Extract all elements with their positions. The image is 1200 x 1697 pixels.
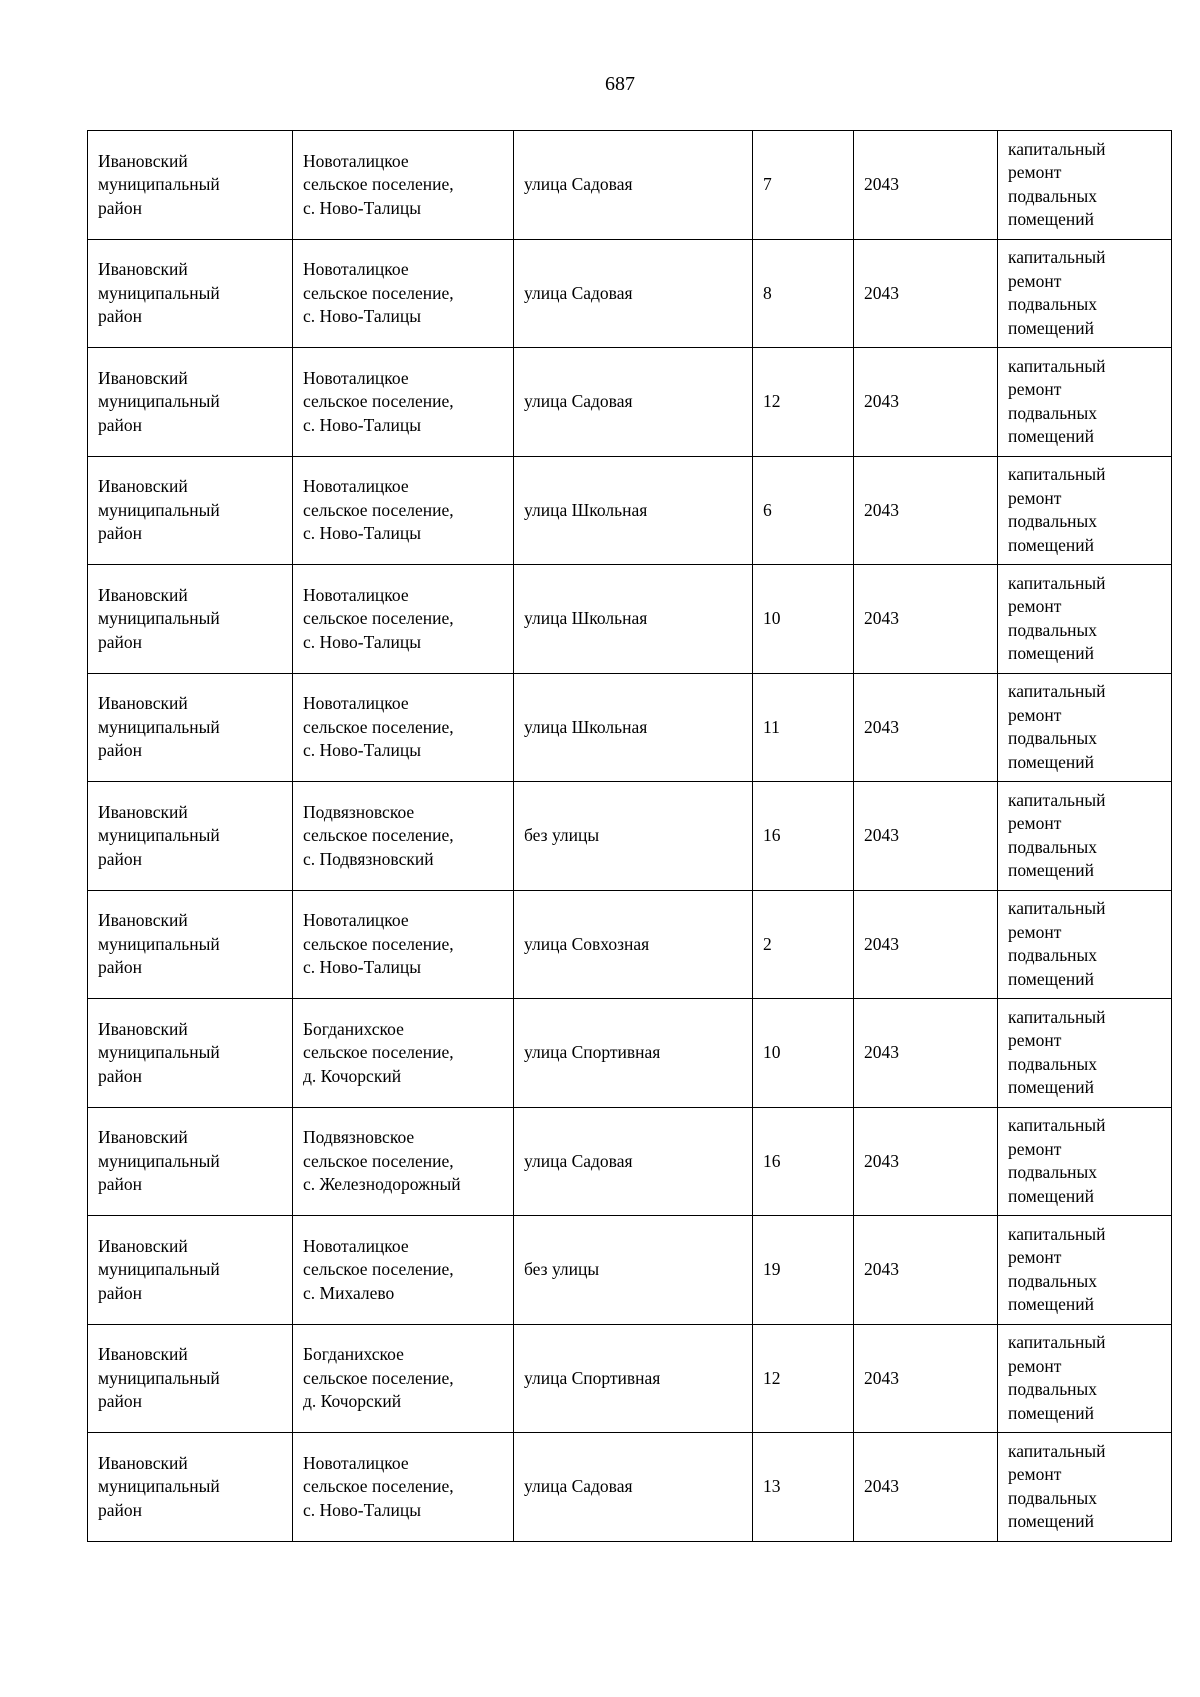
district-line: муниципальный	[98, 1042, 220, 1062]
work-line: ремонт	[1008, 596, 1062, 617]
work-line: помещений	[1008, 751, 1094, 772]
work-line: капитальный	[1008, 1440, 1106, 1461]
settlement-line: Новоталицкое	[303, 150, 409, 171]
district-cell	[88, 239, 293, 348]
work-line: подвальных	[1008, 619, 1098, 640]
table-row	[88, 890, 1172, 999]
work-line: ремонт	[1008, 1138, 1062, 1159]
district-line: муниципальный	[98, 1476, 220, 1496]
work-line: ремонт	[1008, 921, 1062, 942]
settlement-line: Новоталицкое	[303, 910, 409, 930]
district-line: Ивановский	[98, 693, 188, 713]
settlement-line: с. Железнодорожный	[303, 1174, 461, 1194]
district-line: муниципальный	[98, 282, 220, 303]
settlement-line: Новоталицкое	[303, 1235, 409, 1256]
house-number-cell: 13	[753, 1433, 854, 1542]
settlement-line: с. Ново-Талицы	[303, 631, 422, 652]
table-row	[88, 239, 1172, 348]
work-line: помещений	[1008, 968, 1094, 989]
work-line: ремонт	[1008, 162, 1062, 183]
district-cell	[88, 1433, 293, 1542]
street-cell: без улицы	[514, 1216, 753, 1325]
work-line: помещений	[1008, 1185, 1094, 1206]
work-line: капитальный	[1008, 681, 1106, 702]
work-line: ремонт	[1008, 1247, 1062, 1268]
settlement-line: сельское поселение,	[303, 1042, 454, 1062]
district-line: район	[98, 1391, 142, 1411]
work-line: капитальный	[1008, 355, 1106, 376]
street-cell: улица Садовая	[514, 239, 753, 348]
street-cell: улица Садовая	[514, 1433, 753, 1542]
house-number-cell: 2	[753, 890, 854, 999]
district-line: район	[98, 414, 142, 435]
district-line: район	[98, 1174, 142, 1194]
settlement-line: сельское поселение,	[303, 1259, 454, 1279]
work-line: капитальный	[1008, 898, 1106, 919]
district-line: Ивановский	[98, 1344, 188, 1364]
work-line: капитальный	[1008, 1006, 1106, 1027]
work-line: помещений	[1008, 1077, 1094, 1098]
work-type-cell	[998, 1433, 1172, 1542]
work-type-cell	[998, 456, 1172, 565]
settlement-cell	[293, 348, 514, 457]
settlement-line: Новоталицкое	[303, 693, 409, 713]
street-cell: улица Спортивная	[514, 999, 753, 1108]
work-line: капитальный	[1008, 789, 1106, 810]
year-cell: 2043	[854, 890, 998, 999]
work-line: капитальный	[1008, 572, 1106, 593]
table-row	[88, 348, 1172, 457]
street-cell: без улицы	[514, 782, 753, 891]
settlement-line: с. Ново-Талицы	[303, 1499, 422, 1520]
district-line: район	[98, 306, 142, 326]
year-cell: 2043	[854, 1216, 998, 1325]
work-line: капитальный	[1008, 247, 1106, 268]
house-number-cell: 16	[753, 1107, 854, 1216]
work-type-cell	[998, 239, 1172, 348]
settlement-line: сельское поселение,	[303, 282, 454, 303]
work-line: подвальных	[1008, 185, 1098, 206]
work-line: капитальный	[1008, 1115, 1106, 1136]
work-line: подвальных	[1008, 1487, 1098, 1508]
house-number-cell: 19	[753, 1216, 854, 1325]
street-cell: улица Садовая	[514, 1107, 753, 1216]
district-line: Ивановский	[98, 367, 188, 388]
district-cell	[88, 782, 293, 891]
district-line: муниципальный	[98, 499, 220, 520]
district-line: муниципальный	[98, 391, 220, 411]
district-line: Ивановский	[98, 1235, 188, 1256]
district-cell	[88, 348, 293, 457]
work-type-cell	[998, 1216, 1172, 1325]
house-number-cell: 12	[753, 348, 854, 457]
work-line: помещений	[1008, 426, 1094, 447]
settlement-cell	[293, 890, 514, 999]
table-row	[88, 456, 1172, 565]
work-line: помещений	[1008, 860, 1094, 881]
work-line: подвальных	[1008, 1162, 1098, 1183]
street-cell: улица Школьная	[514, 673, 753, 782]
street-cell: улица Садовая	[514, 131, 753, 240]
street-cell: улица Садовая	[514, 348, 753, 457]
settlement-cell	[293, 239, 514, 348]
work-type-cell	[998, 131, 1172, 240]
year-cell: 2043	[854, 673, 998, 782]
settlement-line: с. Ново-Талицы	[303, 957, 422, 977]
district-line: муниципальный	[98, 1150, 220, 1171]
work-line: подвальных	[1008, 836, 1098, 857]
street-cell: улица Спортивная	[514, 1324, 753, 1433]
district-line: Ивановский	[98, 1018, 188, 1039]
page-number: 687	[605, 73, 635, 95]
table-row	[88, 1107, 1172, 1216]
settlement-cell	[293, 456, 514, 565]
district-line: муниципальный	[98, 1259, 220, 1279]
work-line: ремонт	[1008, 813, 1062, 834]
settlement-cell	[293, 1216, 514, 1325]
district-line: муниципальный	[98, 933, 220, 954]
settlement-line: Подвязновское	[303, 1127, 415, 1147]
records-table-body	[88, 131, 1172, 1542]
year-cell: 2043	[854, 239, 998, 348]
work-line: ремонт	[1008, 270, 1062, 291]
work-line: капитальный	[1008, 1332, 1106, 1353]
district-line: муниципальный	[98, 608, 220, 628]
work-type-cell	[998, 673, 1172, 782]
district-line: муниципальный	[98, 174, 220, 194]
work-line: помещений	[1008, 534, 1094, 555]
district-line: район	[98, 957, 142, 977]
district-cell	[88, 565, 293, 674]
work-line: подвальных	[1008, 728, 1098, 749]
work-type-cell	[998, 1324, 1172, 1433]
district-line: Ивановский	[98, 150, 188, 171]
settlement-cell	[293, 565, 514, 674]
work-line: подвальных	[1008, 294, 1098, 315]
settlement-line: сельское поселение,	[303, 1150, 454, 1171]
work-type-cell	[998, 348, 1172, 457]
table-row	[88, 1433, 1172, 1542]
settlement-line: с. Ново-Талицы	[303, 414, 422, 435]
settlement-line: сельское поселение,	[303, 933, 454, 954]
work-line: подвальных	[1008, 945, 1098, 966]
settlement-line: сельское поселение,	[303, 1367, 454, 1388]
street-cell: улица Школьная	[514, 565, 753, 674]
settlement-cell	[293, 1433, 514, 1542]
district-line: район	[98, 1282, 142, 1303]
work-line: помещений	[1008, 1402, 1094, 1423]
settlement-line: с. Подвязновский	[303, 848, 434, 869]
district-line: муниципальный	[98, 1367, 220, 1388]
district-line: муниципальный	[98, 825, 220, 845]
district-cell	[88, 890, 293, 999]
table-row	[88, 131, 1172, 240]
settlement-line: Новоталицкое	[303, 584, 409, 605]
year-cell: 2043	[854, 131, 998, 240]
settlement-cell	[293, 673, 514, 782]
work-line: капитальный	[1008, 1223, 1106, 1244]
street-cell: улица Совхозная	[514, 890, 753, 999]
settlement-line: д. Кочорский	[303, 1391, 402, 1411]
settlement-line: сельское поселение,	[303, 391, 454, 411]
district-line: район	[98, 848, 142, 869]
district-line: район	[98, 1065, 142, 1086]
district-line: район	[98, 631, 142, 652]
district-line: Ивановский	[98, 1127, 188, 1147]
work-line: капитальный	[1008, 464, 1106, 485]
records-table	[87, 130, 1172, 1542]
work-line: ремонт	[1008, 1030, 1062, 1051]
work-line: подвальных	[1008, 1270, 1098, 1291]
settlement-cell	[293, 999, 514, 1108]
house-number-cell: 11	[753, 673, 854, 782]
year-cell: 2043	[854, 1107, 998, 1216]
year-cell: 2043	[854, 999, 998, 1108]
work-type-cell	[998, 999, 1172, 1108]
district-line: Ивановский	[98, 476, 188, 496]
settlement-line: Новоталицкое	[303, 367, 409, 388]
district-cell	[88, 999, 293, 1108]
district-line: Ивановский	[98, 801, 188, 822]
year-cell: 2043	[854, 1324, 998, 1433]
work-type-cell	[998, 1107, 1172, 1216]
work-line: ремонт	[1008, 1464, 1062, 1485]
settlement-cell	[293, 1107, 514, 1216]
district-cell	[88, 673, 293, 782]
work-line: помещений	[1008, 643, 1094, 664]
settlement-cell	[293, 782, 514, 891]
work-line: помещений	[1008, 317, 1094, 338]
settlement-line: с. Ново-Талицы	[303, 197, 422, 218]
work-line: капитальный	[1008, 138, 1106, 159]
district-cell	[88, 1216, 293, 1325]
work-type-cell	[998, 565, 1172, 674]
house-number-cell: 7	[753, 131, 854, 240]
settlement-line: Новоталицкое	[303, 476, 409, 496]
year-cell: 2043	[854, 456, 998, 565]
work-line: помещений	[1008, 1294, 1094, 1315]
district-cell	[88, 1324, 293, 1433]
district-cell	[88, 131, 293, 240]
settlement-line: д. Кочорский	[303, 1065, 402, 1086]
settlement-line: Богданихское	[303, 1018, 404, 1039]
work-line: ремонт	[1008, 379, 1062, 400]
settlement-line: с. Ново-Талицы	[303, 523, 422, 543]
table-row	[88, 1324, 1172, 1433]
work-line: помещений	[1008, 1511, 1094, 1532]
settlement-line: Новоталицкое	[303, 259, 409, 279]
year-cell: 2043	[854, 348, 998, 457]
district-line: Ивановский	[98, 1452, 188, 1473]
work-line: ремонт	[1008, 1355, 1062, 1376]
table-row	[88, 782, 1172, 891]
work-line: помещений	[1008, 209, 1094, 230]
district-line: район	[98, 523, 142, 543]
settlement-line: с. Ново-Талицы	[303, 306, 422, 326]
settlement-line: сельское поселение,	[303, 174, 454, 194]
district-line: Ивановский	[98, 259, 188, 279]
street-cell: улица Школьная	[514, 456, 753, 565]
table-row	[88, 999, 1172, 1108]
work-line: подвальных	[1008, 511, 1098, 532]
work-line: подвальных	[1008, 1379, 1098, 1400]
work-line: подвальных	[1008, 402, 1098, 423]
settlement-line: Богданихское	[303, 1344, 404, 1364]
district-line: район	[98, 197, 142, 218]
house-number-cell: 16	[753, 782, 854, 891]
house-number-cell: 6	[753, 456, 854, 565]
district-line: Ивановский	[98, 910, 188, 930]
settlement-line: с. Ново-Талицы	[303, 740, 422, 760]
table-row	[88, 673, 1172, 782]
house-number-cell: 8	[753, 239, 854, 348]
year-cell: 2043	[854, 565, 998, 674]
district-line: район	[98, 740, 142, 760]
work-type-cell	[998, 782, 1172, 891]
work-line: ремонт	[1008, 704, 1062, 725]
settlement-cell	[293, 131, 514, 240]
work-line: подвальных	[1008, 1053, 1098, 1074]
table-row	[88, 1216, 1172, 1325]
house-number-cell: 10	[753, 999, 854, 1108]
work-line: ремонт	[1008, 487, 1062, 508]
house-number-cell: 10	[753, 565, 854, 674]
settlement-line: сельское поселение,	[303, 1476, 454, 1496]
table-row	[88, 565, 1172, 674]
district-line: Ивановский	[98, 584, 188, 605]
year-cell: 2043	[854, 1433, 998, 1542]
settlement-line: с. Михалево	[303, 1282, 395, 1303]
settlement-line: Новоталицкое	[303, 1452, 409, 1473]
settlement-line: сельское поселение,	[303, 716, 454, 737]
district-cell	[88, 1107, 293, 1216]
year-cell: 2043	[854, 782, 998, 891]
work-type-cell	[998, 890, 1172, 999]
district-line: район	[98, 1499, 142, 1520]
house-number-cell: 12	[753, 1324, 854, 1433]
district-cell	[88, 456, 293, 565]
settlement-line: Подвязновское	[303, 801, 415, 822]
settlement-line: сельское поселение,	[303, 825, 454, 845]
settlement-line: сельское поселение,	[303, 499, 454, 520]
settlement-cell	[293, 1324, 514, 1433]
settlement-line: сельское поселение,	[303, 608, 454, 628]
district-line: муниципальный	[98, 716, 220, 737]
